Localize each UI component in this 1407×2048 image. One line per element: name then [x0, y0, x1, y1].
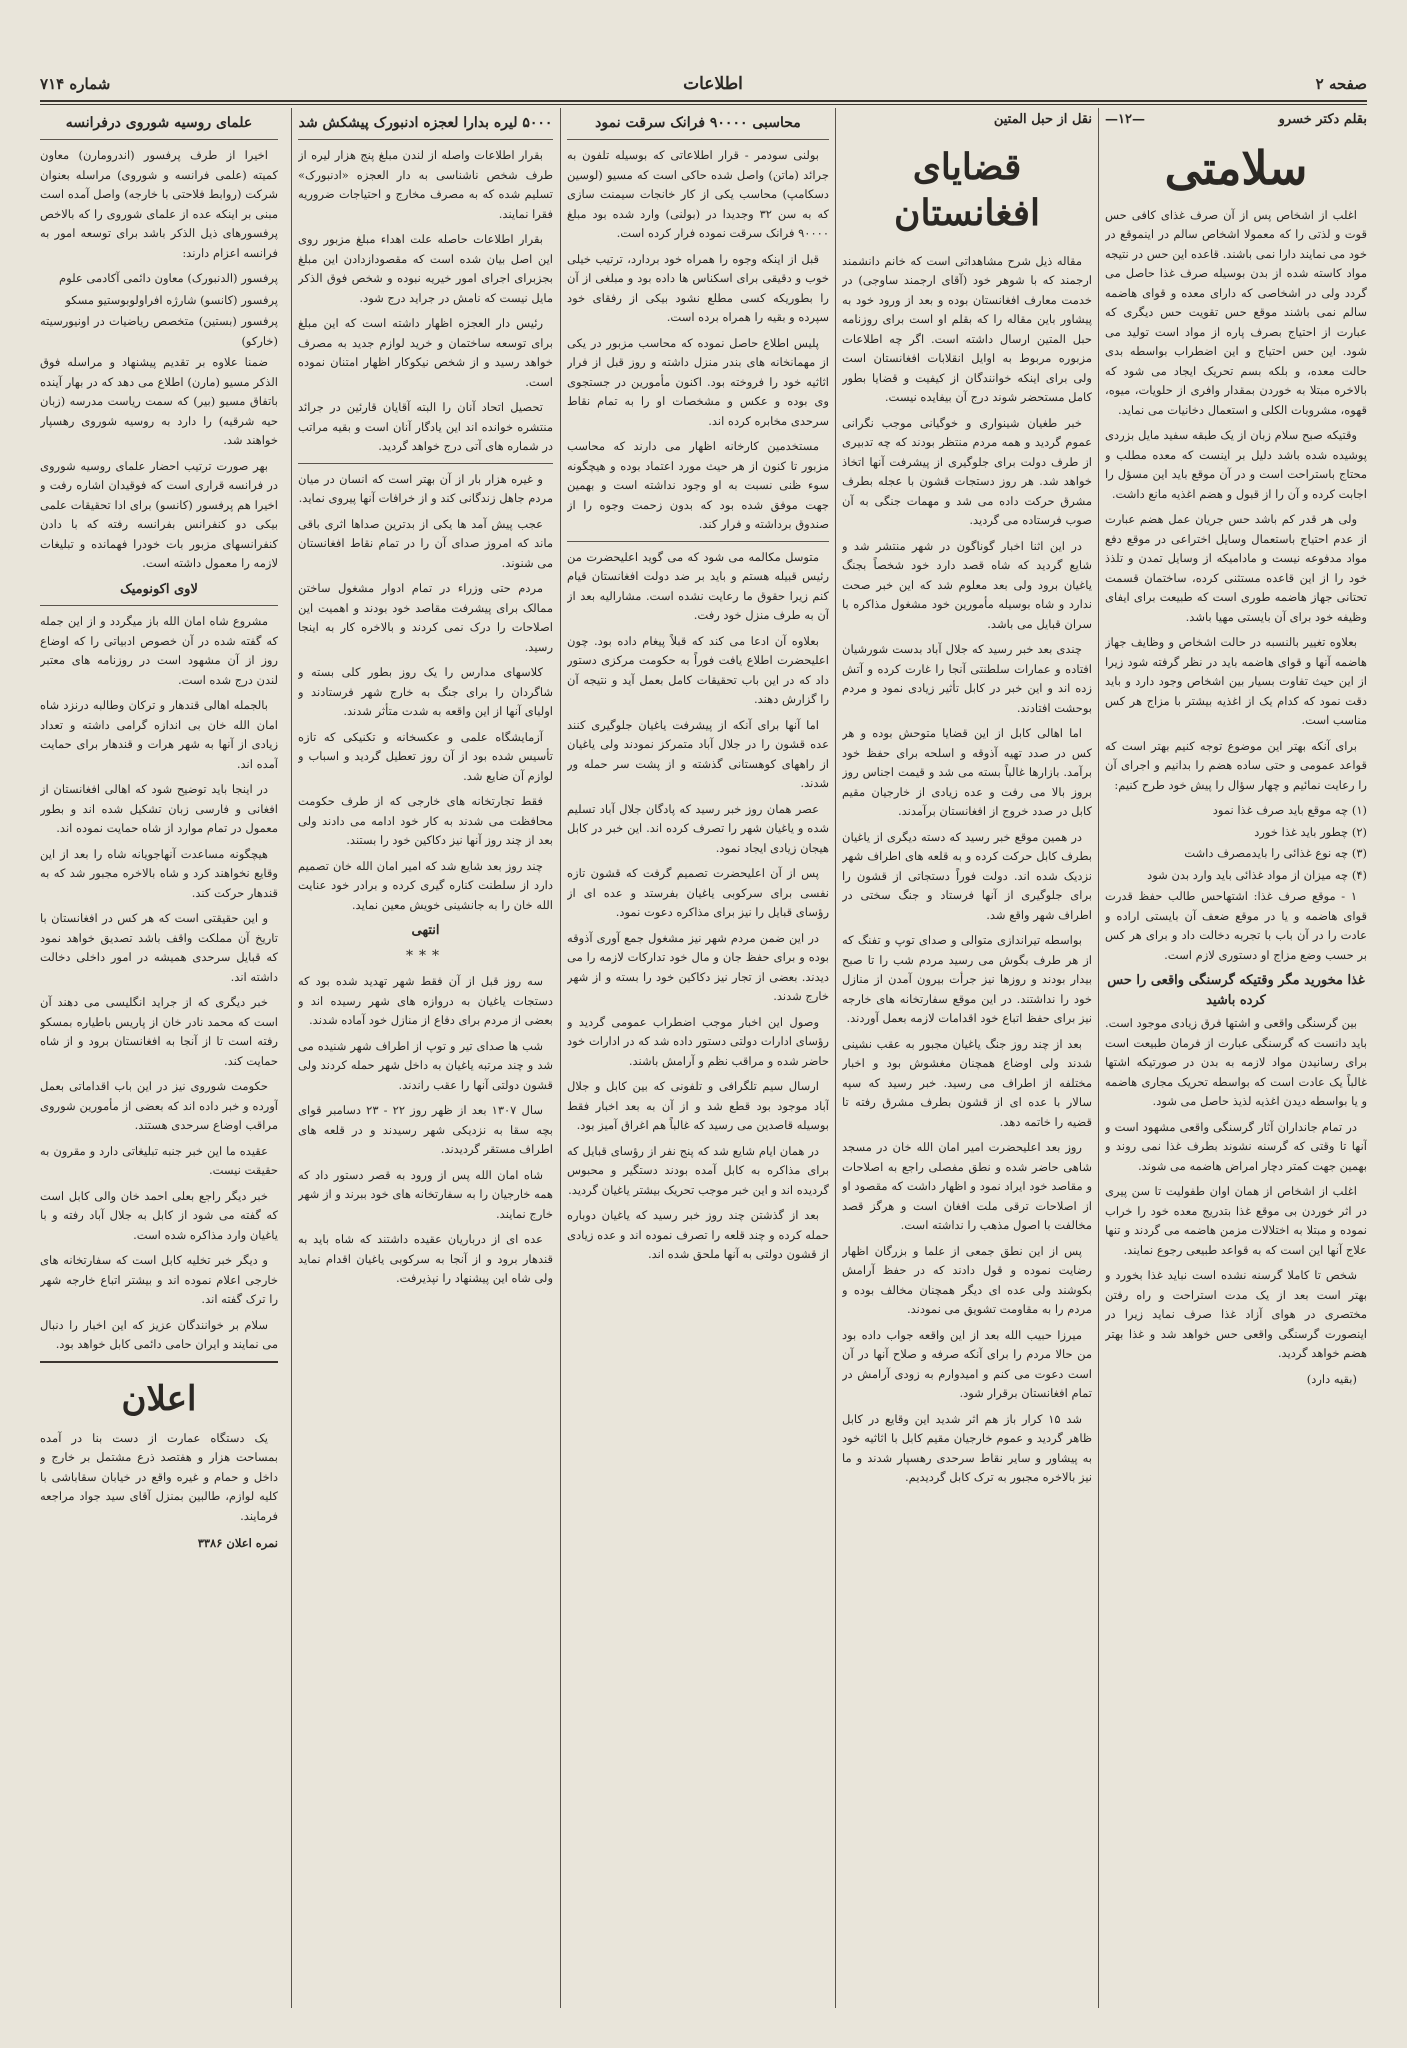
paragraph: پس از آن اعلیحضرت تصمیم گرفت که قشون تازه نفسی برای سرکوبی یاغیان بفرستد و عده ای از رؤسای قبایل را نیز برای مذاکره دعوت نمود. — [567, 866, 829, 919]
ulama-title: علمای روسیه شوروی درفرانسه — [65, 115, 253, 131]
paragraph: در همان ایام شایع شد که پنج نفر از رؤسای قبایل که برای مذاکره به کابل آمده بودند دستگیر و محبوس گردیده اند و این خبر موجب تحریک بیشتر یاغیان گردید. — [567, 1143, 829, 1197]
paragraph: مردم حتی وزراء در تمام ادوار مشغول ساختن ممالک برای پیشرفت مقاصد خود بودند و اهمیت این اصلاحات را درک نمی کردند و بالاخره کار به اینجا رسید. — [298, 581, 553, 654]
paragraph: مقاله ذیل شرح مشاهداتی است که خانم دانشمند ارجمند که با شوهر خود (آقای ارجمند ساوجی) در خدمت معارف افغانستان بوده و بعد از ورود خود به پیشاور باین مقاله را که بقلم او است برای روزنامه حبل المتین ارسال داشته است. اگر چه اطلاعات مزبوره مربوط به اوایل انقلابات افغانستان است ولی برای اینکه خوانندگان از کیفیت و قضایا بطور کامل مستحضر شوند درج آن بیفایده نیست. — [842, 253, 1092, 404]
paragraph: بعد از گذشتن چند روز خبر رسید که یاغیان دوباره حمله کرده و چند قلعه را تصرف نموده اند و عده زیادی از قشون دولتی به آنها ملحق شده اند. — [567, 1208, 829, 1261]
salamati-body — [1105, 206, 1367, 796]
paragraph: سه روز قبل از آن فقط شهر تهدید شده بود که دستجات یاغیان به دروازه های شهر رسیده اند و بعضی از مردم برای دفاع از منازل خود آماده شدند. — [298, 974, 553, 1027]
paragraph: چندی بعد خبر رسید که جلال آباد بدست شورشیان افتاده و عمارات سلطنتی آنجا را غارت کرده و آتش زده اند و این خبر در کابل تأثیر زیادی نمود و مردم بوحشت افتادند. — [842, 642, 1092, 715]
salamati-questions — [1105, 801, 1367, 885]
question-item: (۱) چه موقع باید صرف غذا نمود — [1212, 803, 1367, 817]
paragraph: عجب پیش آمد ها یکی از بدترین صداها اثری باقی ماند که امروز صدای آن را در تمام نقاط افغانستان می شنوند. — [298, 516, 553, 570]
header-rule — [40, 100, 1367, 102]
scholar-list — [40, 269, 278, 351]
page-header — [40, 70, 1367, 98]
paragraph: بین گرسنگی واقعی و اشتها فرق زیادی موجود است. باید دانست که گرسنگی عبارت از فرمان طبیعت است برای رسانیدن مواد لازمه به بدن در صورتیکه اشتها غالباً یک عادت است که بواسطه تحریک مجاری هاضمه و یا بواسطه دیدن اغذیه لذیذ حاصل می شود. — [1105, 1016, 1367, 1108]
salamati-subhead: غذا مخورید مگر وقتیکه گرسنگی واقعی را حس کرده باشید — [1107, 973, 1365, 1008]
divider — [298, 463, 553, 464]
paragraph: خبر دیگری که از جراید انگلیسی می دهند آن است که محمد نادر خان از پاریس باطیاره بمسکو رفته است تا از آنجا به افغانستان برود و از شاه حمایت کند. — [40, 995, 278, 1068]
salamati-title: سلامتی — [1164, 140, 1308, 195]
paragraph: اغلب از اشخاص از همان اوان طفولیت تا سن پیری در اثر خوردن بی موقع غذا بتدریج معده خود را خراب نموده و مبتلا به اختلالات مزمن هاضمه می گردند و تنها علاج آنها این است که به قواعد طبیعی رجوع نمایند. — [1105, 1184, 1367, 1257]
paragraph: در اینجا باید توضیح شود که اهالی افغانستان از افغانی و فارسی زبان تشکیل شده اند و بطور معمول در تمام موارد از شاه حمایت نموده اند. — [40, 782, 278, 835]
divider — [567, 139, 829, 140]
question-item: (۴) چه میزان از مواد غذائی باید وارد بدن شود — [1147, 867, 1367, 882]
paragraph: کلاسهای مدارس را یک روز بطور کلی بسته و شاگردان را برای جنگ به خارج شهر فرستادند و اولیای آنها از این واقعه به شدت متأثر شدند. — [298, 665, 553, 718]
column-divider — [835, 108, 836, 2008]
stars-separator: *** — [406, 947, 445, 964]
paragraph: پس از این نطق جمعی از علما و بزرگان اظهار رضایت نموده و قول دادند که در حفظ آرامش بکوشند ولی عده ای دیگر همچنان مخالف بوده و مردم را به مقاومت تشویق می نمودند. — [842, 1243, 1092, 1316]
paragraph: و دیگر خبر تخلیه کابل است که سفارتخانه های خارجی اعلام نموده اند و بیشتر اتباع خارجه شهر را ترک گفته اند. — [40, 1253, 278, 1306]
divider — [40, 139, 278, 140]
paragraph: خبر طغیان شینواری و خوگیانی موجب نگرانی عموم گردید و همه مردم منتظر بودند که چه تدبیری از طرف دولت برای جلوگیری از پیشرفت آنها اتخاذ خواهد شد. هر روز دستجات قشون با عجله بطرف مشرق حرکت داده می شد و مهمات جنگی به آن صوب فرستاده می گردید. — [842, 415, 1092, 527]
scholar-item: پرفسور (بستین) متخصص ریاضیات در اونیورسیته (خارکو) — [40, 314, 278, 348]
newspaper-name: اطلاعات — [683, 74, 743, 94]
divider — [40, 605, 278, 606]
paragraph: متوسل مکالمه می شود که می گوید اعلیحضرت من رئیس قبیله هستم و باید بر ضد دولت افغانستان قیام کنم زیرا حقوق ما رعایت نشده است. مشارالیه بعد از آن به طرف منزل خود رفت. — [567, 549, 829, 622]
column-ulama — [40, 108, 278, 2008]
scholar-item: پرفسور (کانسو) شارژه افراولوبوستیو مسکو — [65, 292, 278, 307]
column-afghanistan — [842, 108, 1092, 2008]
ulama-subtitle: لاوی اکونومیک — [120, 581, 198, 597]
afghan-byline — [842, 110, 1092, 130]
column-divider — [291, 108, 292, 2008]
paragraph: اغلب از اشخاص پس از آن صرف غذای کافی حس قوت و لذتی را که معمولا اشخاص سالم در اینموقع در خود می نمایند دارا نمی باشند. قاعده این حس در نتیجه مواد کاسته شده از بدن بوسیله صرف غذا حاصل می گردد ولی در اشخاصی که دارای معده و قوای هاضمه سالم نمی باشند موقع حس تقویت حس دیگری که عبارت از احتیاج بصرف پاره از مواد است تولید می شود. این حس احتیاج و این اضطراب بواسطه بدی حالت معده، و بلکه بسم تحریک ایجاد می شود که بالاخره مبتلا به خوردن بمقدار وافری از حلویات، میوه، قهوه، مشروبات الکلی و استعمال دخانیات می نماید. — [1105, 207, 1367, 417]
paragraph: در این اثنا اخبار گوناگون در شهر منتشر شد و شایع گردید که شاه قصد دارد خود شخصاً بجنگ یاغیان برود ولی بعد معلوم شد که این خبر صحت ندارد و شاه بوسیله مأمورین خود مشغول مذاکره با سران قبایل می باشد. — [842, 538, 1092, 631]
paragraph: عصر همان روز خبر رسید که پادگان جلال آباد تسلیم شده و یاغیان شهر را تصرف کرده اند. این خبر در کابل هیجان زیادی ایجاد نمود. — [567, 801, 829, 855]
paragraph: مستخدمین کارخانه اظهار می دارند که محاسب مزبور تا کنون از هر حیث مورد اعتماد بوده و هیچگونه سوء ظنی نسبت به او وجود نداشته است و بهمین جهت موفق شده بود که بدون زحمت وجوه را از صندوق برداشته و فرار کند. — [567, 439, 829, 531]
paragraph: شخص تا کاملا گرسنه نشده است نباید غذا بخورد و بهتر است بعد از یک مدت استراحت و راه رفتن مختصری در هوای آزاد غذا صرف نماید زیرا در اینصورت گرسنگی واقعی حس خواهد شد و غذا بهتر هضم خواهد گردید. — [1105, 1268, 1367, 1360]
column-salamati — [1105, 108, 1367, 2008]
paragraph: پلیس اطلاع حاصل نموده که محاسب مزبور در یکی از مهمانخانه های بندر منزل داشته و روز قبل از فرار اثاثیه خود را فروخته بود. اکنون مأمورین در جستجوی وی بوده و عکس و مشخصات او را به تمام نقاط سرحدی مخابره کرده اند. — [567, 335, 829, 428]
paragraph: روز بعد اعلیحضرت امیر امان الله خان در مسجد شاهی حاضر شده و نطق مفصلی راجع به اصلاحات و مقاصد خود ایراد نمود و اظهار داشت که مقصود او از اصلاحات ترقی ملت افغان است و هرگز قصد مخالفت با اصول مذهب را نداشته است. — [842, 1140, 1092, 1232]
ad-text: یک دستگاه عمارت از دست بنا در آمده بمساحت هزار و هفتصد ذرع مشتمل بر خارج و داخل و حمام و غیره واقع در خیابان سقاباشی با کلیه لوازم، طالبین بمنزل آقای سید جواد مراجعه فرمایند. — [40, 1430, 278, 1523]
advertisement — [40, 1361, 278, 1554]
column-divider — [560, 108, 561, 2008]
paragraph: ولی هر قدر کم باشد حس جریان عمل هضم عبارت از عدم احتیاج باستعمال وسایل اختراعی در موقع دفع مواد مدفوعه نیست و مادامیکه از وسایل تمدن و تلذذ خود را از این قاعده مستثنی کرده، ساختمان قسمت تحتانی جهاز هاضمه طوری است که طبیعت برای ایفای وظیفه خود برای آن بایستی مهیا باشد. — [1105, 512, 1367, 624]
column-mohasebi — [567, 108, 829, 2008]
mohasebi-title: محاسبی ۹۰۰۰۰ فرانک سرقت نمود — [595, 115, 801, 131]
paragraph: مشروع شاه امان الله باز میگردد و از این جمله که گفته شده در آن خصوص ادبیاتی را که اوضاع روز از آن مشهود است در روزنامه های معتبر لندن درج شده است. — [40, 614, 278, 687]
paragraph: ضمنا علاوه بر تقدیم پیشنهاد و مراسله فوق الذکر مسیو (مارن) اطلاع می دهد که در بهار آینده باتفاق مسیو (بیر) که سمت ریاست مدرسه (زبان حیه شرقیه) را دارد به روسیه شوروی رهسپار خواهند شد. — [40, 355, 278, 447]
paragraph: فقط تجارتخانه های خارجی که از طرف حکومت محافظت می شدند به کار خود ادامه می دادند ولی بعد از چند روز آنها نیز دکاکین خود را بستند. — [298, 794, 553, 847]
salamati-author: بقلم دکتر خسرو — [1278, 112, 1367, 127]
ad-title: اعلان — [121, 1378, 197, 1419]
paragraph: آزمایشگاه علمی و عکسخانه و تکنیکی که تازه تأسیس شده بود از آن روز تعطیل گردید و اسباب و لوازم آن ضایع شد. — [298, 729, 553, 783]
paragraph: شب ها صدای تیر و توپ از اطراف شهر شنیده می شد و چند مرتبه یاغیان به داخل شهر حمله کردند ولی قشون دولتی آنها را عقب راندند. — [298, 1038, 553, 1092]
paragraph: و غیره هزار بار از آن بهتر است که انسان در میان مردم جاهل زندگانی کند و از خرافات آنها پیروی نماید. — [298, 471, 553, 505]
paragraph: بواسطه تیراندازی متوالی و صدای توپ و تفنگ که از هر طرف بگوش می رسید مردم شب را تا صبح بیدار بودند و روزها نیز جرأت بیرون آمدن از منازل خود را نداشتند. در این موقع سفارتخانه های خارجه نیز برای حفظ اتباع خود اقدامات لازمه بعمل آوردند. — [842, 933, 1092, 1025]
paragraph: وصول این اخبار موجب اضطراب عمومی گردید و رؤسای ادارات دولتی دستور داده شد که در ادارات خود حاضر شده و مراقب نظم و آرامش باشند. — [567, 1014, 829, 1068]
paragraph: اما آنها برای آنکه از پیشرفت یاغیان جلوگیری کنند عده قشون را در جلال آباد متمرکز نمودند ولی یاغیان از راههای کوهستانی گذشته و از پشت سر حمله ور شدند. — [567, 717, 829, 790]
paragraph: میرزا حبیب الله بعد از این واقعه جواب داده بود من حالا مردم را برای آنکه صرفه و صلاح آنها در آن است دعوت می کنم و امیدوارم به زودی آرامش در تمام افغانستان برقرار شود. — [842, 1327, 1092, 1400]
paragraph: شد ۱۵ کرار باز هم اثر شدید این وقایع در کابل ظاهر گردید و عموم خارجیان مقیم کابل با اثاثیه خود به پیشاور و سایر نقاط سرحدی رهسپار شدند و ما نیز بالاخره مجبور به ترک کابل گردیدیم. — [842, 1411, 1092, 1484]
paragraph: عده ای از درباریان عقیده داشتند که شاه باید به قندهار برود و از آنجا به سرکوبی یاغیان اقدام نماید ولی شاه این پیشنهاد را نپذیرفت. — [298, 1232, 553, 1285]
paragraph: سال ۱۳۰۷ بعد از ظهر روز ۲۲ - ۲۳ دسامبر قوای بچه سقا به نزدیکی شهر رسیدند و در قلعه های اطراف مستقر گردیدند. — [298, 1103, 553, 1156]
salamati-number: —۱۲— — [1105, 112, 1145, 127]
paragraph: بهر صورت ترتیب احضار علمای روسیه شوروی در فرانسه قراری است که فوقیدان اشاره رفت و اخیرا هم پرفسور (کانسو) برای ادا تحقیقات علمی بیکی دو کنفرانس بفرانسه رفته که با دادن کنفرانسهای مزبور بات خودرا فهمانده و تبلیغات لازمه را معمول داشته است. — [40, 458, 278, 570]
afghan-source: نقل از حبل المتین — [993, 112, 1092, 127]
paragraph: هیچگونه مساعدت آنهاجویانه شاه را بعد از این وقایع نخواهند کرد و شاه بالاخره مجبور شد که به قندهار حرکت کند. — [40, 846, 278, 900]
column-lire — [298, 108, 553, 2008]
afghan-title: قضایای افغانستان — [894, 145, 1040, 234]
paragraph: بالجمله اهالی قندهار و ترکان وطالبه درنزد شاه امان الله خان بی اندازه گرامی داشته و تعداد زیادی از آنها به شهر هرات و قندهار برای حمایت آمده اند. — [40, 698, 278, 771]
ad-number: نمره اعلان ۳۳۸۶ — [197, 1536, 278, 1550]
lire-title: ۵۰۰۰ لیره بدارا لعجزه ادنبورک پیشکش شد — [298, 115, 553, 131]
paragraph: برای آنکه بهتر این موضوع توجه کنیم بهتر است که قواعد عمومی و حتی ساده هضم را بدانیم و اجرای آن را رعایت نمائیم و چهار سؤال را پیش خود طرح کنیم: — [1105, 738, 1367, 792]
page-number: صفحه ۲ — [1315, 75, 1367, 93]
paragraph: و این حقیقتی است که هر کس در افغانستان با تاریخ آن مملکت واقف باشد تصدیق خواهد نمود که قبایل سرحدی همیشه در امور داخلی دخالت داشته اند. — [40, 911, 278, 984]
divider — [298, 139, 553, 140]
scholar-item: پرفسور (الدنبورک) معاون دائمی آکادمی علوم — [59, 271, 278, 285]
issue-number: شماره ۷۱۴ — [40, 75, 111, 93]
paragraph: چند روز بعد شایع شد که امیر امان الله خان تصمیم دارد از سلطنت کناره گیری کرده و برادر خود عنایت الله خان را به جانشینی خویش معین نماید. — [298, 858, 553, 912]
paragraph: اخیرا از طرف پرفسور (اندرومارن) معاون کمیته (علمی فرانسه و شوروی) مراسله بعنوان شرکت (روابط فلاحتی با خارجه) واصل آمده است مبنی بر اینکه عده از علمای شوروی را که بالاخص پرفسورهای ذیل الذکر باشد برای توسعه امور به فرانسه اعزام دارند: — [40, 148, 278, 260]
paragraph: شاه امان الله پس از ورود به قصر دستور داد که همه خارجیان را به سفارتخانه های خود ببرند و از شهر خارج نمایند. — [298, 1167, 553, 1221]
paragraph: حکومت شوروی نیز در این باب اقداماتی بعمل آورده و خبر داده اند که بعضی از مأمورین شوروی مراقب اوضاع سرحدی هستند. — [40, 1079, 278, 1132]
divider — [567, 541, 829, 542]
end-label: انتهی — [411, 923, 440, 938]
closing-note: (بقیه دارد) — [1306, 1371, 1357, 1386]
column-divider — [1098, 108, 1099, 2008]
paragraph: سلام بر خوانندگان عزیز که این اخبار را دنبال می نمایند و ایران حامی دائمی کابل خواهد بود. — [40, 1317, 278, 1351]
paragraph: قبل از اینکه وجوه را همراه خود بردارد، ترتیب خیلی خوب و دقیقی برای اسکناس ها داده بود و مبلغی از آن را بطوریکه کسی مطلع نشود بیکی از رفقای خود سپرده و بقیه را همراه برده است. — [567, 251, 829, 324]
question-item: (۳) چه نوع غذائی را بایدمصرف داشت — [1184, 846, 1367, 860]
paragraph: بعد از چند روز جنگ یاغیان مجبور به عقب نشینی شدند ولی اوضاع همچنان مغشوش بود و اخبار مختلفه از اطراف می رسید. خبر رسید که سپه سالار با عده ای از قشون بطرف مشرق رفته تا قضیه را خاتمه دهد. — [842, 1036, 1092, 1129]
paragraph: در تمام جانداران آثار گرسنگی واقعی مشهود است و آنها تا وقتی که گرسنه نشوند بطرف غذا نمی روند و بهمین جهت کمتر دچار امراض هاضمه می شوند. — [1105, 1119, 1367, 1173]
paragraph: وقتیکه صبح سلام زبان از یک طبقه سفید مایل بزردی پوشیده شده باشد دلیل بر اینست که معده مطلب و محتاج باستراحت است و در آن موقع باید این مسؤل را اجابت کرده و آن را از قبول و هضم اغذیه مانع داشت. — [1105, 428, 1367, 501]
paragraph: بقرار اطلاعات حاصله علت اهداء مبلغ مزبور روی این اصل بیان شده است که مقصودازدادن این مبلغ بجزبرای اجرای امور خیریه نبوده و شخص فوق الذکر مایل نیست که نامش در جراید درج شود. — [298, 232, 553, 305]
paragraph: بولنی سودمر - قرار اطلاعاتی که بوسیله تلفون به جرائد (ماتن) واصل شده حاکی است که مسیو (لوسین دسکامپ) محاسب یکی از کار خانجات سیمنت سازی که به سن ۳۲ وجدیدا در (بولنی) وارد شده بود مبلغ ۹۰۰۰۰ فرانک سرقت نموده فرار کرده است. — [567, 148, 829, 240]
salamati-byline — [1105, 110, 1367, 130]
question-item: (۲) چطور باید غذا خورد — [1254, 824, 1367, 839]
paragraph: رئیس دار العجزه اظهار داشته است که این مبلغ برای توسعه ساختمان و خرید لوازم جدید به مصرف خواهد رسید و از شخص نیکوکار اظهار امتنان نموده است. — [298, 316, 553, 389]
paragraph: ۱ - موقع صرف غذا: اشتهاحس طالب حفظ قدرت قوای هاضمه و یا در موقع ضعف آن بایستی اراده و عادت را در آن باب با تجربه دخالت داد و برای هر کس بر حسب وضع مزاج او دستوری لازم است. — [1105, 889, 1367, 962]
paragraph: ارسال سیم تلگرافی و تلفونی که بین کابل و جلال آباد موجود بود قطع شد و از آن به بعد اخبار فقط بوسیله قاصدین می رسید که غالباً هم اغراق آمیز بود. — [567, 1079, 829, 1132]
paragraph: در همین موقع خبر رسید که دسته دیگری از یاغیان بطرف کابل حرکت کرده و به قلعه های اطراف شهر نزدیک شده اند. دولت فوراً دستجاتی از قشون را برای جلوگیری از آنها فرستاد و جنگ سختی در اطراف شهر واقع شد. — [842, 829, 1092, 922]
paragraph: عقیده ما این خبر جنبه تبلیغاتی دارد و مقرون به حقیقت نیست. — [40, 1143, 278, 1177]
paragraph: خبر دیگر راجع بعلی احمد خان والی کابل است که گفته می شود از کابل به جلال آباد رفته و با یاغیان وارد مذاکره شده است. — [40, 1188, 278, 1242]
paragraph: اما اهالی کابل از این قضایا متوحش بوده و هر کس در صدد تهیه آذوقه و اسلحه برای حفظ خود برآمد. بازارها غالباً بسته می شد و قیمت اجناس روز بروز بالا می رفت و عده زیادی از خارجیان مقیم کابل در صدد خروج از افغانستان برآمدند. — [842, 726, 1092, 818]
paragraph: بقرار اطلاعات واصله از لندن مبلغ پنج هزار لیره از طرف شخص ناشناسی به دار العجزه «ادنبورک» تسلیم شده که به مصرف مخارج و احتیاجات ضروریه فقرا نمایند. — [298, 148, 553, 221]
paragraph: بعلاوه تغییر بالنسبه در حالت اشخاص و وظایف جهاز هاضمه آنها و قوای هاضمه باید در نظر گرفته شود زیرا از این حیث تفاوت بسیار بین اشخاص وجود دارد و باید دقت نمود که کدام یک از اغذیه بیشتر با مزاج هر کس مناسب است. — [1105, 635, 1367, 727]
header-rule-thin — [40, 104, 1367, 105]
paragraph: تحصیل اتحاد آنان را البته آقایان قارئین در جرائد منتشره خوانده اند این یادگار آنان است و بقیه مراتب در شماره های آتی درج خواهد گردید. — [298, 400, 553, 453]
paragraph: بعلاوه آن ادعا می کند که قبلاً پیغام داده بود. چون اعلیحضرت اطلاع یافت فوراً به حکومت مرکزی دستور داد که در این باب تحقیقات کامل بعمل آید و نتیجه آن را گزارش دهند. — [567, 633, 829, 706]
paragraph: در این ضمن مردم شهر نیز مشغول جمع آوری آذوقه بوده و برای حفظ جان و مال خود تدارکات لازمه را می دیدند. بعضی از تجار نیز دکاکین خود را بسته و از شهر خارج شدند. — [567, 930, 829, 1003]
